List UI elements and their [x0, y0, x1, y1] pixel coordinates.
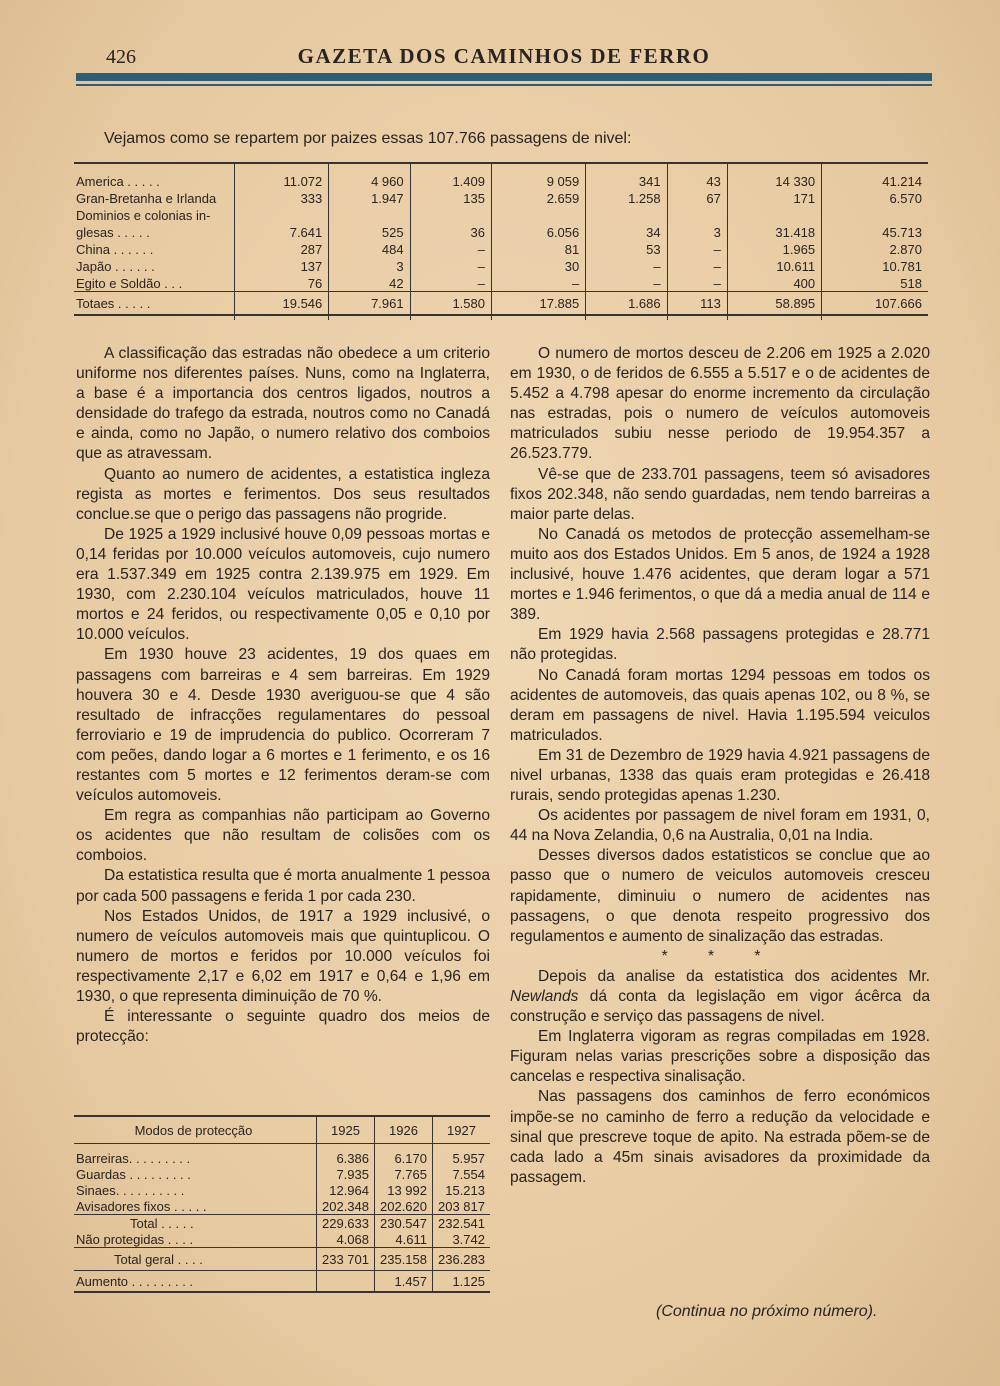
- paragraph: Em Inglaterra vigoram as regras compiladas em 1928. Figuram nelas varias prescrições sobre a disposição das cancelas e respectiva sinalisação.: [510, 1028, 930, 1086]
- table-row: glesas . . . . . 7.641 525 36 6.056 34 3 31.418 45.713: [74, 223, 928, 240]
- page-number: 426: [106, 46, 136, 68]
- paragraph: No Canadá foram mortas 1294 pessoas em todos os acidentes de automoveis, das quais apenas 102, ou 8 %, se deram em passagens de nivel. Havia 1.195.594 veiculos matriculados.: [510, 666, 930, 744]
- table-row-total-geral: Total geral . . . . 233 701 235.158 236.283: [74, 1248, 490, 1271]
- table-row: Sinaes. . . . . . . . . . 12.964 13 992 15.213: [74, 1182, 490, 1198]
- paragraph: Em 31 de Dezembro de 1929 havia 4.921 passagens de nivel urbanas, 1338 das quais eram protegidas e 26.418 rurais, sendo protegidas apenas 1.230.: [510, 746, 930, 805]
- text-column-left: [76, 344, 490, 1047]
- paragraph: No Canadá os metodos de protecção assemelham-se muito aos dos Estados Unidos. Em 5 anos, de 1924 a 1928 inclusivé, houve 1.476 acidentes, que deram logar a 571 mortes e 1.946 ferimentos, o que dá a media anual de 114 e 389.: [510, 525, 930, 624]
- paragraph: Nas passagens dos caminhos de ferro económicos impõe-se no caminho de ferro a redução da velocidade e sinal que prescreve toque de apito. Na estrada põem-se de cada lado a 45m sinais avisadores da proximidade da passagem.: [510, 1088, 930, 1186]
- table-row: Barreiras. . . . . . . . . 6.386 6.170 5.957: [74, 1150, 490, 1166]
- table-row: Não protegidas . . . . 4.068 4.611 3.742: [74, 1231, 490, 1248]
- paragraph: Em 1929 havia 2.568 passagens protegidas e 28.771 não protegidas.: [510, 626, 930, 664]
- paragraph: Desses diversos dados estatisticos se conclue que ao passo que o numero de veiculos automoveis cresceu rapidamente, diminuiu o numero de acidentes nas passagens, o que denota respeito progressivo dos regulamentos e aumento de sinalização das estradas.: [510, 847, 930, 945]
- table-row: Egito e Soldão . . . 76 42 – – – – 400 518: [74, 274, 928, 292]
- masthead-title: GAZETA DOS CAMINHOS DE FERRO: [297, 44, 711, 68]
- header-rule-thick: [76, 73, 932, 81]
- table-total-row: Totaes . . . . . 19.546 7.961 1.580 17.885 1.686 113 58.895 107.666: [74, 292, 928, 316]
- countries-table: [74, 162, 928, 320]
- table-row: Guardas . . . . . . . . . 7.935 7.765 7.554: [74, 1166, 490, 1182]
- table-row-total: Total . . . . . 229.633 230.547 232.541: [74, 1215, 490, 1232]
- paragraph: Da estatistica resulta que é morta anualmente 1 pessoa por cada 500 passagens e ferida 1 por cada 230.: [76, 867, 490, 905]
- text-column-right: [510, 344, 930, 1188]
- continuation-note: (Continua no próximo número).: [656, 1303, 878, 1320]
- table-row: Dominios e colonias in-: [74, 206, 928, 223]
- section-divider-stars: * * *: [661, 947, 779, 965]
- table-row: Gran-Bretanha e Irlanda 333 1.947 135 2.659 1.258 67 171 6.570: [74, 189, 928, 206]
- paragraph: Em regra as companhias não participam ao Governo os acidentes que não resultam de colisões com os comboios.: [76, 807, 490, 865]
- paragraph: Depois da analise da estatistica dos acidentes Mr. Newlands dá conta da legislação em vigor ácêrca da construção e serviço das passagens de nivel.: [510, 967, 930, 1026]
- page-header: [76, 44, 932, 72]
- paragraph: Nos Estados Unidos, de 1917 a 1929 inclusivé, o numero de veículos automoveis mais que quintuplicou. O numero de mortos e feridos por 10.000 veículos foi respectivamente 2,17 e 6,02 em 1917 e 0,64 e 1,96 em 1930, o que representa diminuição de 70 %.: [76, 907, 490, 1005]
- table-row: Avisadores fixos . . . . . 202.348 202.620 203 817: [74, 1198, 490, 1215]
- intro-sentence: Vejamos como se repartem por paizes essas 107.766 passagens de nivel:: [104, 130, 632, 147]
- table-row-aumento: Aumento . . . . . . . . . 1.457 1.125: [74, 1271, 490, 1293]
- paragraph: O numero de mortos desceu de 2.206 em 1925 a 2.020 em 1930, o de feridos de 6.555 a 5.517 e o de acidentes de 5.452 a 4.798 apesar do enorme incremento da circulação nas estradas, pois o numero de veículos automoveis matriculados subiu nesse periodo de 19.954.357 a 26.523.779.: [510, 345, 930, 463]
- paragraph: De 1925 a 1929 inclusivé houve 0,09 pessoas mortas e 0,14 feridas por 10.000 veículos automoveis, cujo numero era 1.537.349 em 1925 contra 2.139.975 em 1929. Em 1930, com 2.230.104 veículos matriculados, houve 11 mortos e 24 feridos, ou respectivamente 0,05 e 0,10 por 10.000 veículos.: [76, 525, 490, 644]
- paragraph: Vê-se que de 233.701 passagens, teem só avisadores fixos 202.348, não sendo guardadas, nem tendo barreiras a maior parte delas.: [510, 465, 930, 523]
- protection-table: [74, 1115, 490, 1293]
- table-row: China . . . . . . 287 484 – 81 53 – 1.965 2.870: [74, 240, 928, 257]
- paragraph: A classificação das estradas não obedece a um criterio uniforme nos diferentes países. Nuns, como na Inglaterra, a base é a importancia dos centros ligados, noutros a densidade do trafego da estrada, noutros como no Canadá e ainda, como no Japão, o numero relativo dos comboios que as atravessam.: [76, 345, 490, 463]
- paragraph: É interessante o seguinte quadro dos meios de protecção:: [76, 1008, 490, 1046]
- paragraph: Quanto ao numero de acidentes, a estatistica ingleza regista as mortes e ferimentos. Dos seus resultados conclue.se que o perigo das passagens não progride.: [76, 465, 490, 523]
- header-rule-thin: [76, 84, 932, 86]
- person-name: Newlands: [510, 988, 579, 1005]
- paragraph: Em 1930 houve 23 acidentes, 19 dos quaes em passagens com barreiras e 4 sem barreiras. Em 1929 houvera 30 e 4. Desde 1930 averiguou-se que 4 são resultado de infracções regulamentares do pessoal ferroviario e 19 de imprudencia do publico. Ocorreram 7 com peões, dando logar a 6 mortes e 1 ferimento, e os 16 restantes com 5 mortes e 12 ferimentos deram-se com veículos automoveis.: [76, 646, 490, 805]
- table-row: Japão . . . . . . 137 3 – 30 – – 10.611 10.781: [74, 257, 928, 274]
- table-row: America . . . . . 11.072 4 960 1.409 9 059 341 43 14 330 41.214: [74, 172, 928, 189]
- paragraph: Os acidentes por passagem de nivel foram em 1931, 0, 44 na Nova Zelandia, 0,6 na Australia, 0,01 na India.: [510, 807, 930, 845]
- table-header-row: Modos de protecção 1925 1926 1927: [74, 1116, 490, 1144]
